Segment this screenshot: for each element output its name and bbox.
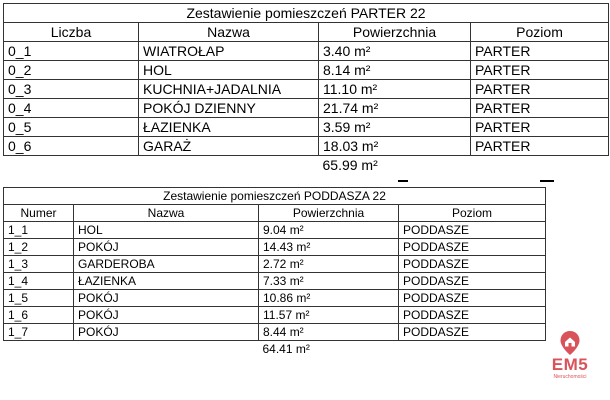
room-area: 8.14 m²: [319, 61, 471, 80]
room-number: 1_3: [4, 256, 74, 273]
room-number: 0_1: [4, 42, 139, 61]
column-header: Numer: [4, 205, 74, 222]
column-header: Poziom: [471, 23, 609, 42]
total-row: [4, 156, 609, 175]
logo-subtitle: Nieruchomości: [553, 374, 587, 380]
table-row: [4, 42, 609, 61]
company-logo: [545, 330, 595, 384]
total-area: 64.41 m²: [262, 342, 310, 356]
room-name: POKÓJ: [74, 324, 259, 341]
empty-cell: [471, 156, 609, 175]
empty-cell: [399, 341, 546, 358]
table-title-row: [4, 188, 546, 205]
room-name: POKÓJ: [74, 239, 259, 256]
room-area: 11.10 m²: [319, 80, 471, 99]
parter-table: [3, 3, 609, 174]
table-row: [4, 118, 609, 137]
table-title: Zestawienie pomieszczeń PARTER 22: [4, 4, 609, 23]
room-level: PARTER: [471, 61, 609, 80]
table-row: [4, 80, 609, 99]
room-area: 10.86 m²: [259, 290, 399, 307]
room-name: HOL: [74, 222, 259, 239]
decorative-dash: [398, 180, 408, 182]
room-level: PARTER: [471, 80, 609, 99]
room-level: PARTER: [471, 118, 609, 137]
room-area: 18.03 m²: [319, 137, 471, 156]
room-number: 0_5: [4, 118, 139, 137]
room-area: 3.40 m²: [319, 42, 471, 61]
room-number: 1_1: [4, 222, 74, 239]
room-area: 9.04 m²: [259, 222, 399, 239]
room-level: PODDASZE: [399, 307, 546, 324]
room-area: 2.72 m²: [259, 256, 399, 273]
room-level: PODDASZE: [399, 324, 546, 341]
room-area: 7.33 m²: [259, 273, 399, 290]
room-area: 8.44 m²: [259, 324, 399, 341]
room-area: 3.59 m²: [319, 118, 471, 137]
room-number: 0_2: [4, 61, 139, 80]
room-level: PODDASZE: [399, 256, 546, 273]
table-header-row: [4, 23, 609, 42]
house-pin-icon: [559, 330, 581, 356]
total-row: [4, 341, 546, 358]
room-level: PARTER: [471, 137, 609, 156]
room-number: 0_6: [4, 137, 139, 156]
room-name: ŁAZIENKA: [74, 273, 259, 290]
room-name: POKÓJ: [74, 290, 259, 307]
room-name: KUCHNIA+JADALNIA: [139, 80, 319, 99]
column-header: Powierzchnia: [319, 23, 471, 42]
table-row: [4, 61, 609, 80]
table-header-row: [4, 205, 546, 222]
room-name: POKÓJ DZIENNY: [139, 99, 319, 118]
table-row: [4, 290, 546, 307]
room-name: HOL: [139, 61, 319, 80]
room-area: 21.74 m²: [319, 99, 471, 118]
room-level: PODDASZE: [399, 222, 546, 239]
column-header: Nazwa: [74, 205, 259, 222]
column-header: Powierzchnia: [259, 205, 399, 222]
room-level: PARTER: [471, 42, 609, 61]
room-number: 1_5: [4, 290, 74, 307]
table-title: Zestawienie pomieszczeń PODDASZA 22: [4, 188, 546, 205]
room-name: WIATROŁAP: [139, 42, 319, 61]
column-header: Nazwa: [139, 23, 319, 42]
empty-cell: [139, 156, 319, 175]
room-area: 14.43 m²: [259, 239, 399, 256]
table-row: [4, 239, 546, 256]
room-number: 1_4: [4, 273, 74, 290]
room-level: PARTER: [471, 99, 609, 118]
room-number: 1_7: [4, 324, 74, 341]
table-row: [4, 324, 546, 341]
empty-cell: [74, 341, 259, 358]
room-number: 1_2: [4, 239, 74, 256]
room-name: GARAŻ: [139, 137, 319, 156]
empty-cell: [4, 341, 74, 358]
table-row: [4, 256, 546, 273]
column-header: Liczba: [4, 23, 139, 42]
logo-brand: EM5: [551, 355, 589, 374]
empty-cell: [4, 156, 139, 175]
poddasza-table: [3, 187, 546, 357]
room-level: PODDASZE: [399, 239, 546, 256]
room-name: POKÓJ: [74, 307, 259, 324]
room-name: ŁAZIENKA: [139, 118, 319, 137]
room-number: 0_3: [4, 80, 139, 99]
table-row: [4, 307, 546, 324]
table-row: [4, 222, 546, 239]
column-header: Poziom: [399, 205, 546, 222]
table-row: [4, 99, 609, 118]
room-number: 0_4: [4, 99, 139, 118]
room-area: 11.57 m²: [259, 307, 399, 324]
table-row: [4, 137, 609, 156]
table-title-row: [4, 4, 609, 23]
table-row: [4, 273, 546, 290]
room-name: GARDEROBA: [74, 256, 259, 273]
room-number: 1_6: [4, 307, 74, 324]
room-level: PODDASZE: [399, 290, 546, 307]
total-area: 65.99 m²: [322, 157, 378, 173]
decorative-dash: [540, 180, 554, 182]
room-level: PODDASZE: [399, 273, 546, 290]
